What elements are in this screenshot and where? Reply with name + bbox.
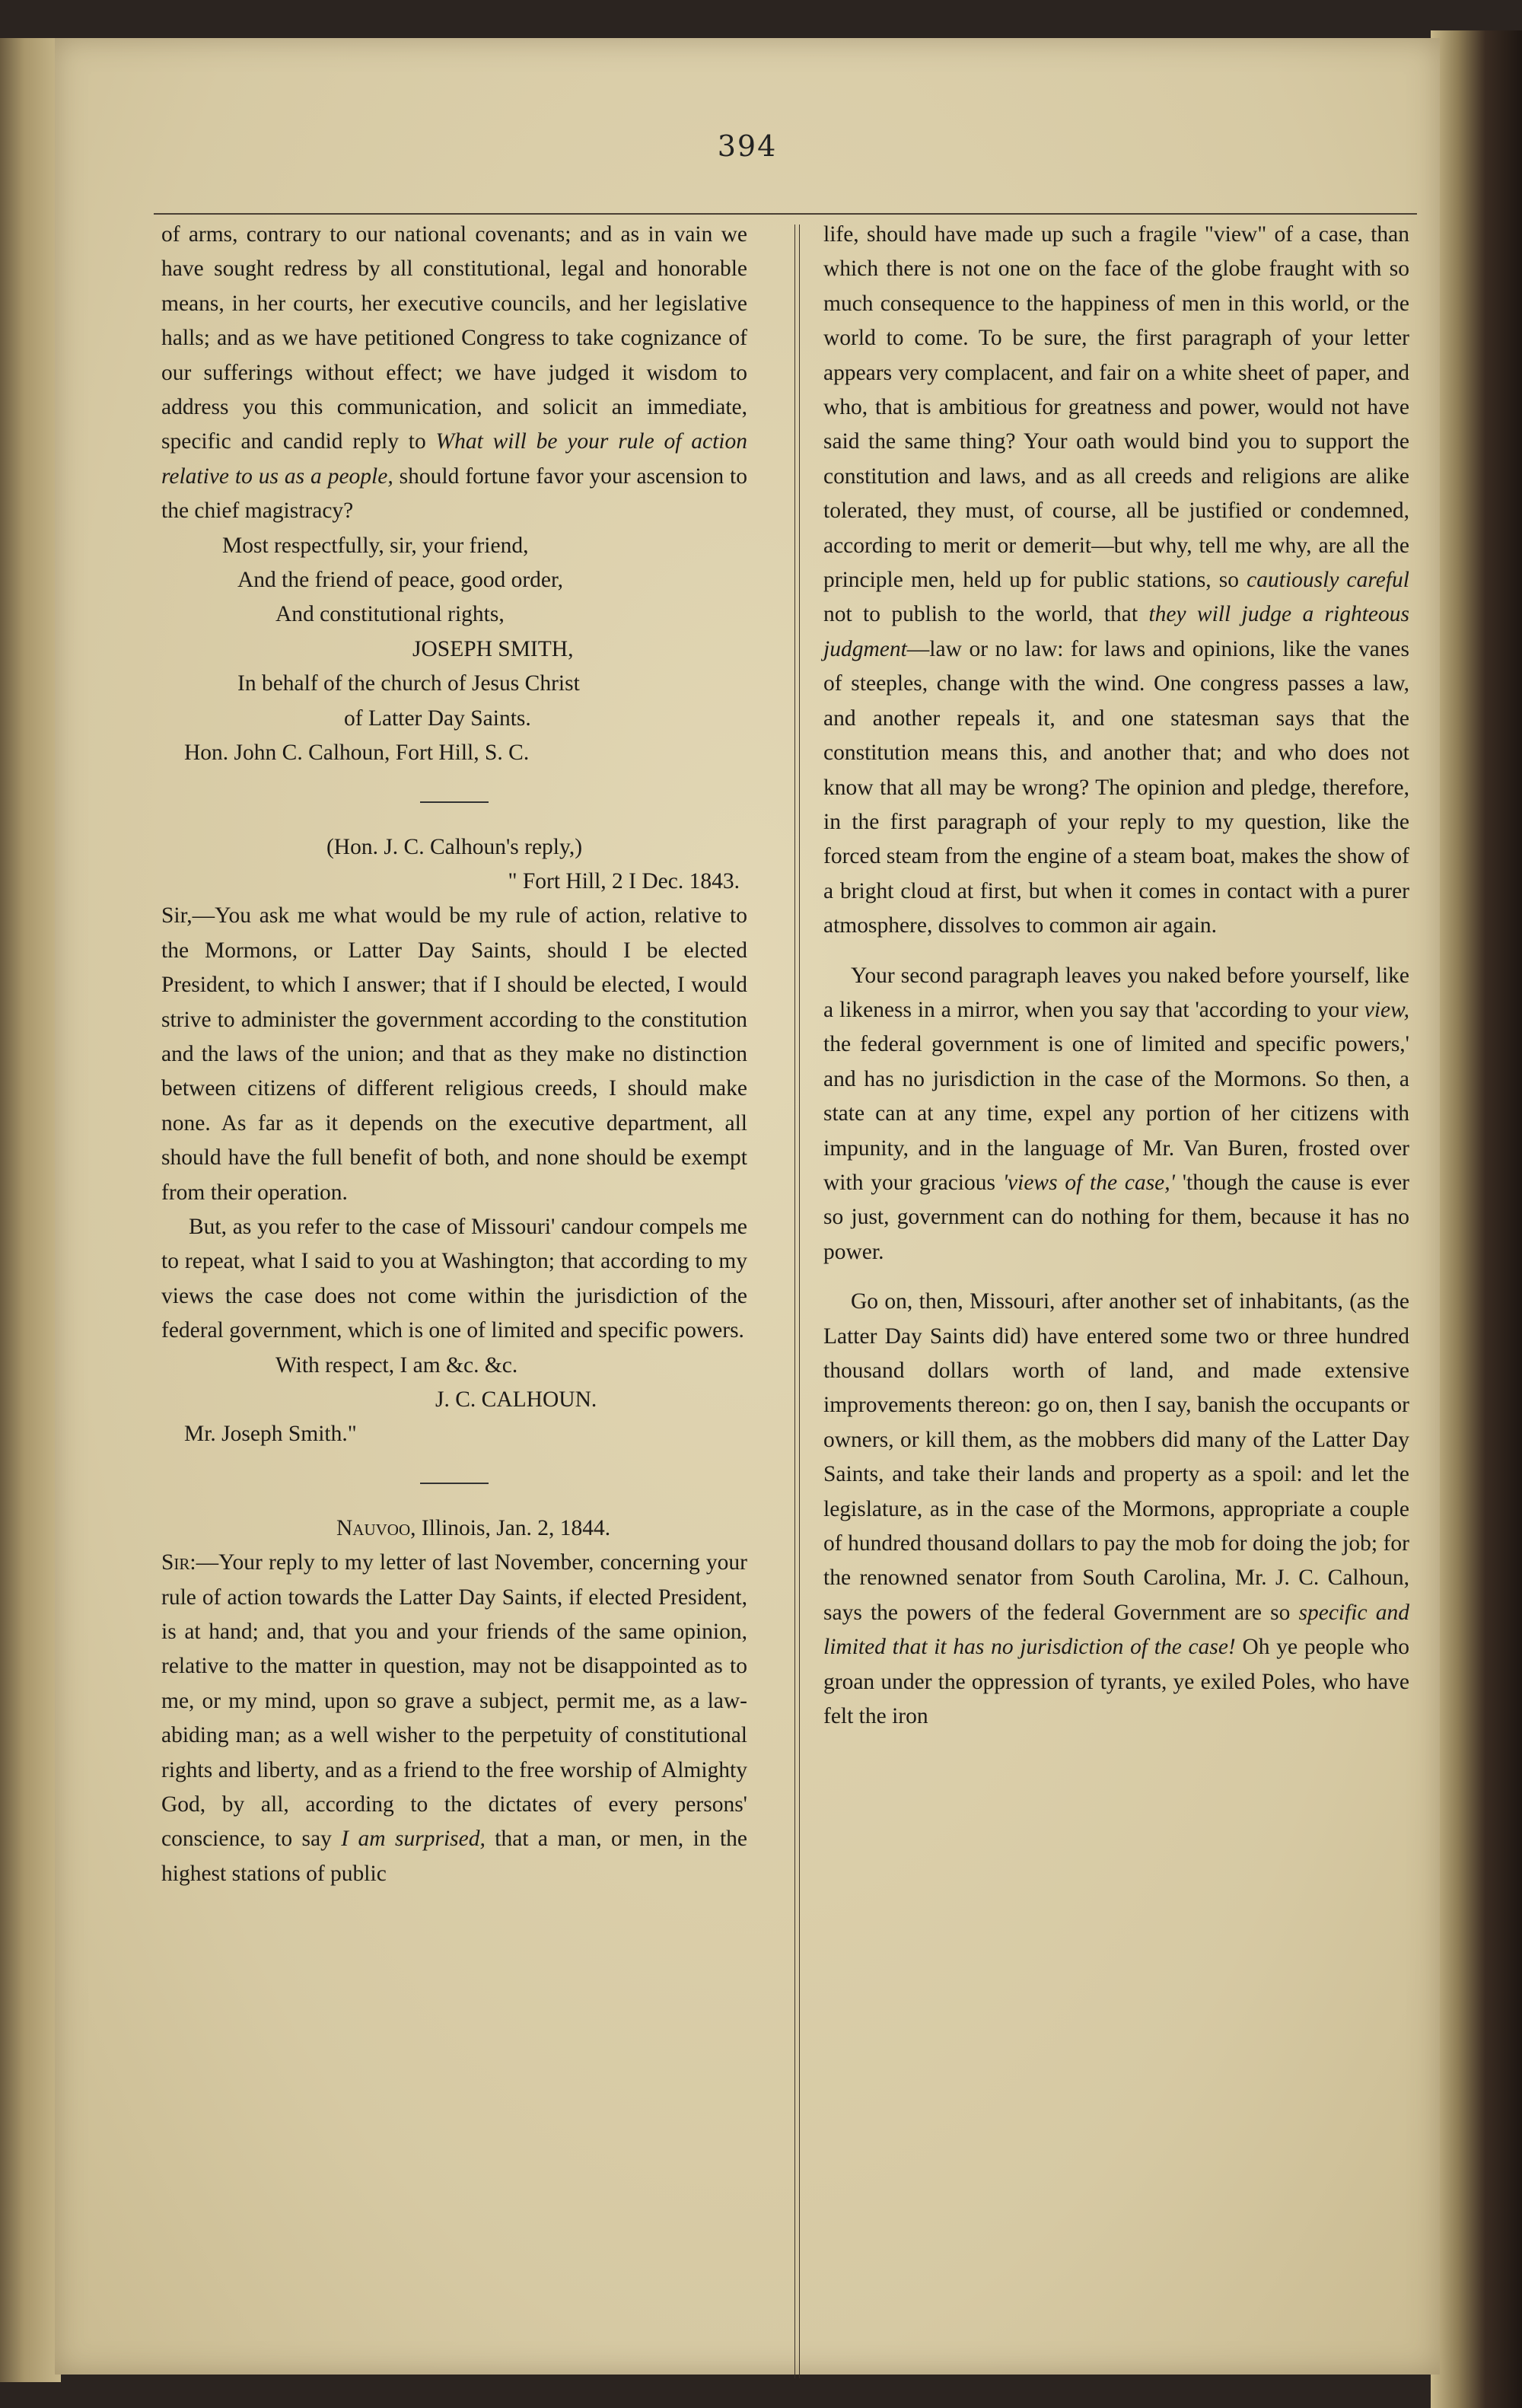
reply-paragraph: But, as you refer to the case of Missouri' candour compels me to repeat, what I said to you at Washington; that according to my views the case does not come within the jurisdiction of the federal government, which is one of limited and specific powers. (161, 1214, 747, 1343)
reply-date: " Fort Hill, 2 I Dec. 1843. (508, 868, 740, 893)
closing-line: And constitutional rights, (275, 602, 505, 627)
reply-paragraph: Sir,—You ask me what would be my rule of action, relative to the Mormons, or Latter Day Saints, should I be elected President, to which I answer; that if I should be elected, I would strive to administer the government according to the constitution and the laws of the union; and that as they make no distinction between citizens of different religious creeds, I should make none. As far as it depends on the executive department, all should have the full benefit of both, and none should be exempt from their operation. (161, 903, 747, 1205)
reply-title: (Hon. J. C. Calhoun's reply,) (326, 834, 583, 859)
closing-line: of Latter Day Saints. (344, 706, 531, 731)
page-number: 394 (717, 129, 778, 163)
left-column (161, 218, 747, 1891)
closing-line: In behalf of the church of Jesus Christ (237, 671, 580, 696)
book-page (55, 38, 1440, 2375)
section-rule (420, 801, 489, 803)
letter-heading: Nauvoo, Illinois, Jan. 2, 1844. (336, 1515, 611, 1540)
signature-name: JOSEPH SMITH, (412, 636, 574, 661)
column-divider (794, 225, 800, 2378)
reply-signature: J. C. CALHOUN. (435, 1387, 597, 1412)
header-rule (154, 213, 1417, 215)
reply-addressee: Mr. Joseph Smith." (184, 1422, 357, 1447)
letter-paragraph: Go on, then, Missouri, after another set of inhabitants, (as the Latter Day Saints did) have entered some two or three hundred thousand dollars worth of land, and made extensive improvements thereon: go on, then I say, banish the occupants or owners, or kill them, as the mobbers did many of the Latter Day Saints, and take their lands and property as a spoil: and let the legislature, as in the case of the Mormons, appropriate a couple of hundred thousand dollars to pay the mob for doing the job; for the renowned senator from South Carolina, Mr. J. C. Calhoun, says the powers of the federal Government are so specific and limited that it has no jurisdiction of the case! Oh ye people who groan under the oppression of tyrants, ye exiled Poles, who have felt the iron (823, 1289, 1409, 1729)
letter-paragraph: life, should have made up such a fragile "view" of a case, than which there is not one on the face of the globe fraught with so much consequence to the happiness of men in this world, or the world to come. To be sure, the first paragraph of your letter appears very complacent, and fair on a white sheet of paper, and who, that is ambitious for greatness and power, would not have said the same thing? Your oath would bind you to support the constitution and laws, and as all creeds and religions are alike tolerated, they must, of course, all be justified or condemned, according to merit or demerit—but why, tell me why, are all the principle men, held up for public stations, so cautiously careful not to publish to the world, that they will judge a righteous judgment—law or no law: for laws and opinions, like the vanes of steeples, change with the wind. One congress passes a law, and another repeals it, and one statesman says that the constitution means this, and another that; and who does not know that all may be wrong? The opinion and pledge, therefore, in the first paragraph of your reply to my question, like the forced steam from the engine of a steam boat, makes the show of a bright cloud at first, but when it comes in contact with a purer atmosphere, dissolves to common air again. (823, 222, 1409, 938)
book-cover-edge (1431, 30, 1522, 2408)
closing-line: And the friend of peace, good order, (237, 568, 564, 593)
left-page-edge (0, 38, 61, 2382)
section-rule (420, 1483, 489, 1484)
closing-line: Most respectfully, sir, your friend, (222, 533, 529, 558)
addressee: Hon. John C. Calhoun, Fort Hill, S. C. (184, 741, 530, 766)
letter-paragraph: of arms, contrary to our national covenants; and as in vain we have sought redress by all constitutional, legal and honorable means, in her courts, her executive councils, and her legislative halls; and as we have petitioned Congress to take cognizance of our sufferings without effect; we have judged it wisdom to address you this communication, and solicit an immediate, specific and candid reply to What will be your rule of action relative to us as a people, should fortune favor your ascension to the chief magistracy? (161, 222, 748, 524)
letter-paragraph: Sir:—Your reply to my letter of last November, concerning your rule of action towards the Latter Day Saints, if elected President, is at hand; and, that you and your friends of the same opinion, relative to the matter in question, may not be disappointed as to me, or my mind, upon so grave a subject, permit me, as a law-abiding man; as a well wisher to the perpetuity of constitutional rights and liberty, and as a friend to the free worship of Almighty God, by all, according to the dictates of every persons' conscience, to say I am surprised, that a man, or men, in the highest stations of public (161, 1550, 748, 1886)
reply-closing: With respect, I am &c. &c. (275, 1352, 518, 1378)
right-column (823, 218, 1409, 1734)
letter-paragraph: Your second paragraph leaves you naked before yourself, like a likeness in a mirror, when you say that 'according to your view, the federal government is one of limited and specific powers,' and has no jurisdiction in the case of the Mormons. So then, a state can at any time, expel any portion of her citizens with impunity, and in the language of Mr. Van Buren, frosted over with your gracious 'views of the case,' 'though the cause is ever so just, government can do nothing for them, because it has no power. (823, 963, 1409, 1264)
